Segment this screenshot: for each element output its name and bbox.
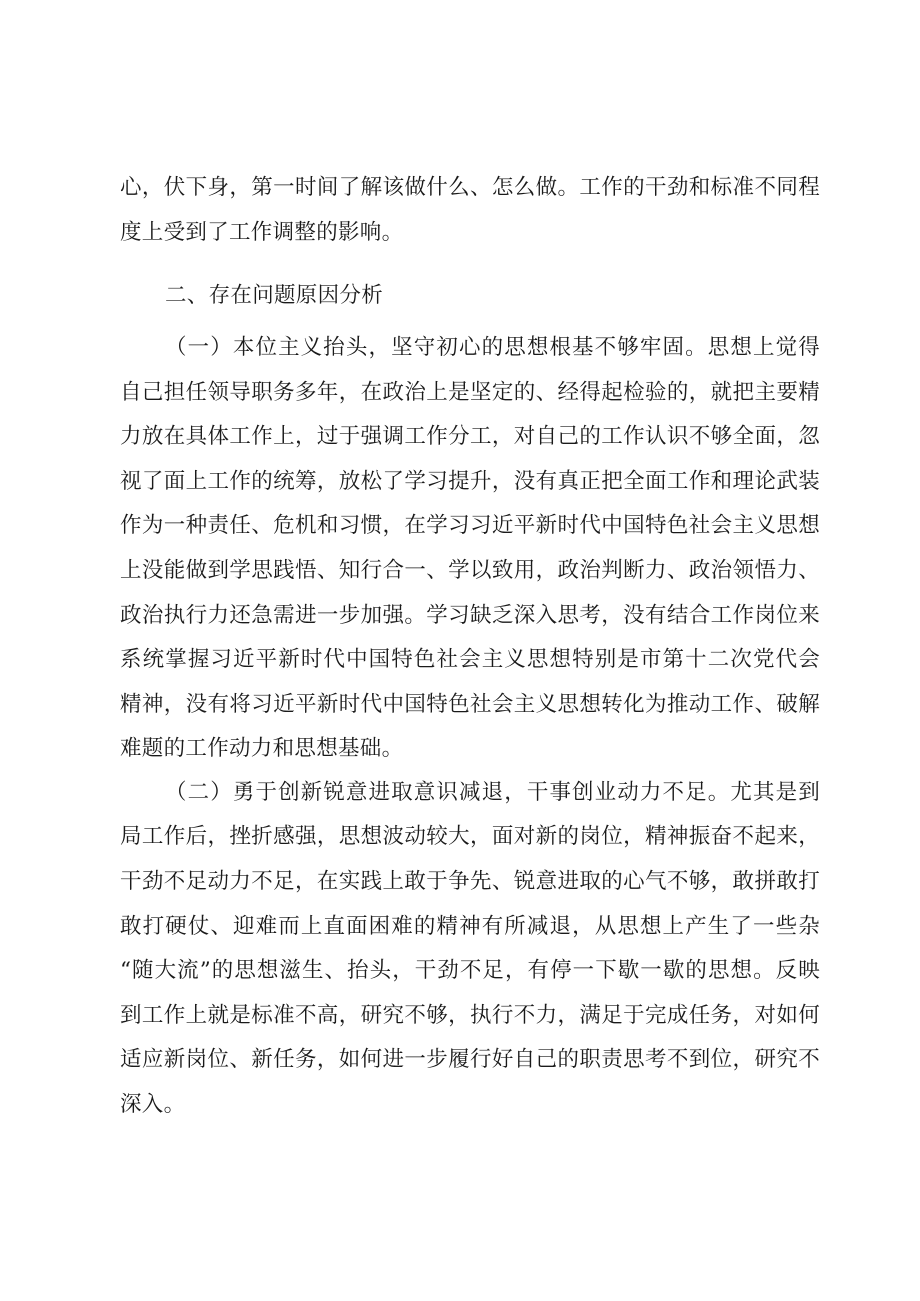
text-line-10: 政治执行力还急需进一步加强。学习缺乏深入思考，没有结合工作岗位来 bbox=[120, 603, 820, 628]
text-line-7: 视了面上工作的统筹，放松了学习提升，没有真正把全面工作和理论武装 bbox=[120, 469, 820, 494]
text-line-21: 深入。 bbox=[120, 1092, 186, 1117]
text-line-18: “随大流”的思想滋生、抬头，干劲不足，有停一下歇一歇的思想。反映 bbox=[120, 958, 820, 983]
text-line-19: 到工作上就是标准不高，研究不够，执行不力，满足于完成任务，对如何 bbox=[120, 1003, 820, 1028]
text-line-4: （一）本位主义抬头，坚守初心的思想根基不够牢固。思想上觉得 bbox=[165, 335, 820, 360]
text-line-1: 心，伏下身，第一时间了解该做什么、怎么做。工作的干劲和标准不同程 bbox=[120, 175, 820, 200]
text-line-13: 难题的工作动力和思想基础。 bbox=[120, 736, 404, 761]
text-line-12: 精神，没有将习近平新时代中国特色社会主义思想转化为推动工作、破解 bbox=[120, 692, 820, 717]
text-line-8: 作为一种责任、危机和习惯，在学习习近平新时代中国特色社会主义思想 bbox=[120, 513, 820, 538]
text-line-9: 上没能做到学思践悟、知行合一、学以致用，政治判断力、政治领悟力、 bbox=[120, 558, 820, 583]
text-line-17: 敢打硬仗、迎难而上直面困难的精神有所减退，从思想上产生了一些杂 bbox=[120, 914, 820, 939]
text-line-2: 度上受到了工作调整的影响。 bbox=[120, 220, 404, 245]
text-line-14: （二）勇于创新锐意进取意识减退，干事创业动力不足。尤其是到 bbox=[165, 780, 820, 805]
text-line-15: 局工作后，挫折感强，思想波动较大，面对新的岗位，精神振奋不起来， bbox=[120, 824, 820, 849]
text-line-11: 系统掌握习近平新时代中国特色社会主义思想特别是市第十二次党代会 bbox=[120, 647, 820, 672]
text-line-16: 干劲不足动力不足，在实践上敢于争先、锐意进取的心气不够，敢拼敢打 bbox=[120, 869, 820, 894]
text-line-6: 力放在具体工作上，过于强调工作分工，对自己的工作认识不够全面，忽 bbox=[120, 424, 820, 449]
text-line-5: 自己担任领导职务多年，在政治上是坚定的、经得起检验的，就把主要精 bbox=[120, 380, 820, 405]
text-line-20: 适应新岗位、新任务，如何进一步履行好自己的职责思考不到位，研究不 bbox=[120, 1047, 820, 1072]
section-heading: 二、存在问题原因分析 bbox=[165, 283, 384, 308]
